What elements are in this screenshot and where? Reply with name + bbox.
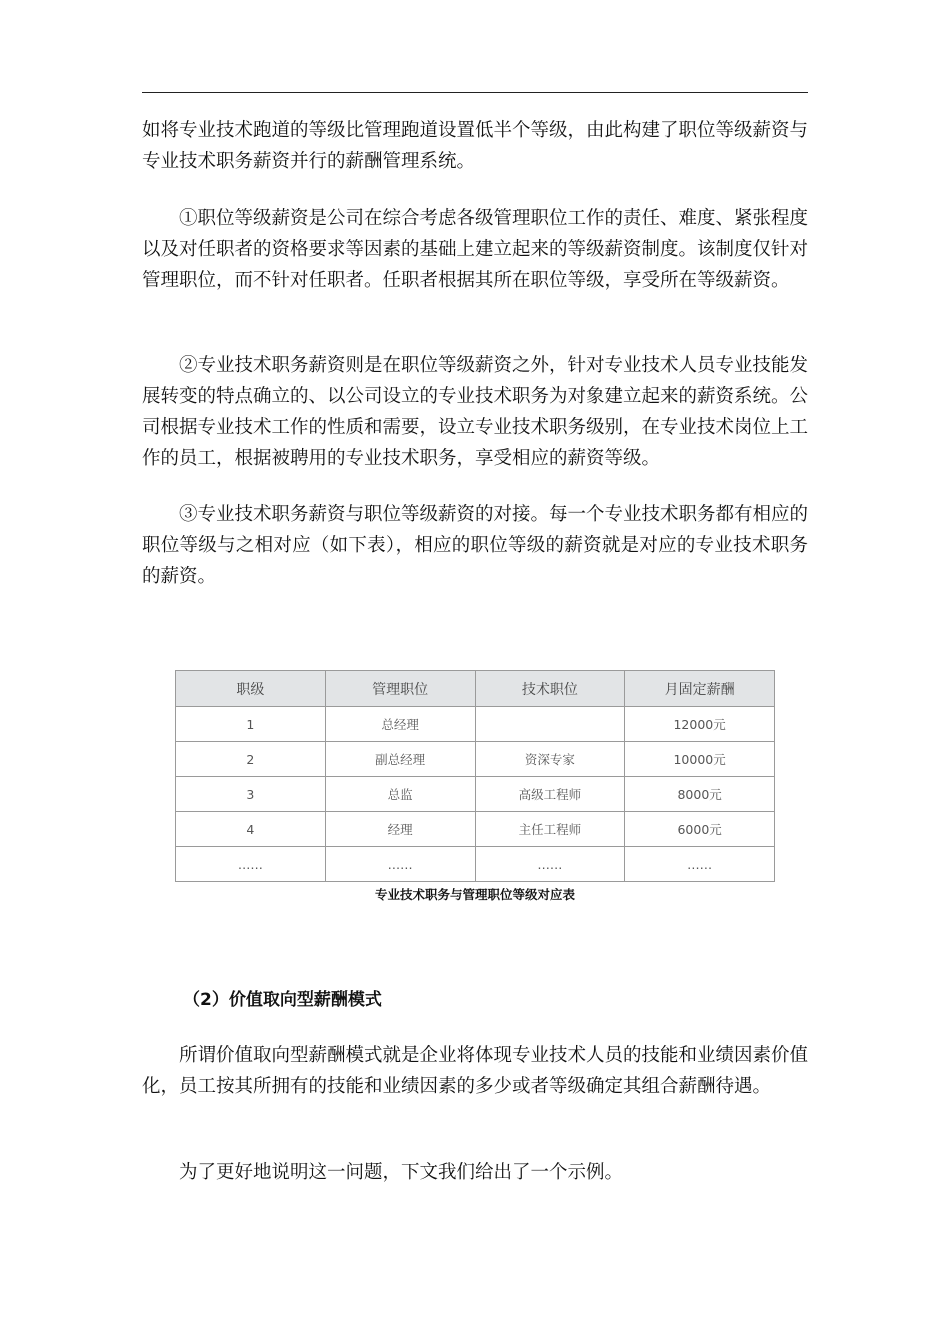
paragraph-value-model: 所谓价值取向型薪酬模式就是企业将体现专业技术人员的技能和业绩因素价值化，员工按其所拥有的技能和业绩因素的多少或者等级确定其组合薪酬待遇。: [142, 1045, 809, 1097]
table-row: [176, 777, 775, 812]
table-row: [176, 707, 775, 742]
cell-management-position: 总监: [325, 777, 475, 812]
cell-grade: 4: [176, 812, 326, 847]
header-rule: [142, 92, 808, 93]
cell-monthly-salary: 8000元: [625, 777, 775, 812]
paragraph-point-1: ①职位等级薪资是公司在综合考虑各级管理职位工作的责任、难度、紧张程度以及对任职者的资格要求等因素的基础上建立起来的等级薪资制度。该制度仅针对管理职位，而不针对任职者。任职者根据其所在职位等级，享受所在等级薪资。: [142, 208, 809, 291]
cell-grade: 2: [176, 742, 326, 777]
paragraph-intro: 如将专业技术跑道的等级比管理跑道设置低半个等级，由此构建了职位等级薪资与专业技术职务薪资并行的薪酬管理系统。: [142, 120, 809, 172]
cell-monthly-salary: ……: [625, 847, 775, 882]
cell-monthly-salary: 10000元: [625, 742, 775, 777]
table-row: [176, 847, 775, 882]
cell-technical-position: 高级工程师: [475, 777, 625, 812]
header-management-position: 管理职位: [325, 671, 475, 707]
cell-management-position: ……: [325, 847, 475, 882]
cell-management-position: 总经理: [325, 707, 475, 742]
header-grade: 职级: [176, 671, 326, 707]
cell-grade: 1: [176, 707, 326, 742]
cell-technical-position: ……: [475, 847, 625, 882]
table-row: [176, 742, 775, 777]
header-monthly-salary: 月固定薪酬: [625, 671, 775, 707]
paragraph-point-3: ③专业技术职务薪资与职位等级薪资的对接。每一个专业技术职务都有相应的职位等级与之相对应（如下表），相应的职位等级的薪资就是对应的专业技术职务的薪资。: [142, 504, 809, 587]
grade-mapping-table-container: [175, 670, 775, 882]
paragraph-example-intro: 为了更好地说明这一问题，下文我们给出了一个示例。: [179, 1162, 624, 1183]
cell-monthly-salary: 6000元: [625, 812, 775, 847]
grade-mapping-table: [175, 670, 775, 882]
cell-management-position: 经理: [325, 812, 475, 847]
table-header-row: [176, 671, 775, 707]
cell-grade: ……: [176, 847, 326, 882]
section-heading: （2）价值取向型薪酬模式: [183, 990, 382, 1010]
paragraph-point-2: ②专业技术职务薪资则是在职位等级薪资之外，针对专业技术人员专业技能发展转变的特点确立的、以公司设立的专业技术职务为对象建立起来的薪资系统。公司根据专业技术工作的性质和需要，设立专业技术职务级别，在专业技术岗位上工作的员工，根据被聘用的专业技术职务，享受相应的薪资等级。: [142, 355, 809, 469]
table-row: [176, 812, 775, 847]
header-technical-position: 技术职位: [475, 671, 625, 707]
table-caption: 专业技术职务与管理职位等级对应表: [374, 887, 575, 902]
cell-technical-position: 资深专家: [475, 742, 625, 777]
cell-management-position: 副总经理: [325, 742, 475, 777]
cell-monthly-salary: 12000元: [625, 707, 775, 742]
cell-technical-position: [475, 707, 625, 742]
cell-technical-position: 主任工程师: [475, 812, 625, 847]
cell-grade: 3: [176, 777, 326, 812]
